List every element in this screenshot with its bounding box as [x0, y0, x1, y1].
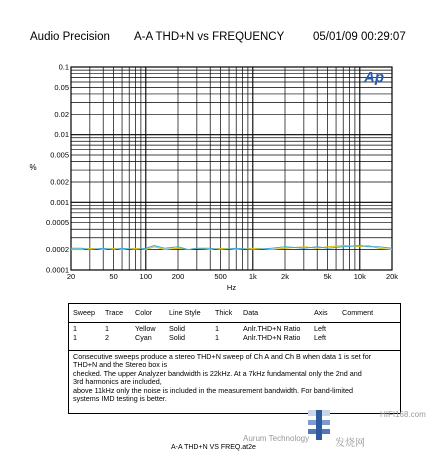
y-axis-label: %: [29, 163, 37, 172]
legend-note-line: checked. The upper Analyzer bandwidth is 22kHz. At a 7kHz fundamental only the 2nd and: [73, 368, 362, 378]
legend-header-cell: Thick: [215, 308, 233, 317]
x-tick-label: 200: [171, 272, 185, 281]
legend-cell: 1: [215, 324, 219, 333]
watermark-logo-icon: [306, 408, 332, 442]
y-tick-label: 0.05: [54, 82, 69, 92]
legend-header-cell: Line Style: [169, 308, 201, 317]
legend-header-cell: Comment: [342, 308, 374, 317]
legend-note-line: above 11kHz only the noise is included in the measurement bandwidth. For band-limited: [73, 385, 353, 395]
legend-cell: 1: [215, 333, 219, 342]
watermark-text: 发烧网: [335, 438, 365, 449]
watermark-site: HIFI168.com: [380, 410, 426, 419]
header-chart-title: A-A THD+N vs FREQUENCY: [134, 31, 285, 43]
x-tick-label: 1k: [248, 272, 257, 281]
y-tick-label: 0.01: [54, 130, 69, 140]
legend-divider: [69, 322, 400, 323]
legend-panel: [68, 303, 401, 414]
y-tick-label: 0.001: [50, 197, 69, 207]
legend-cell: Solid: [169, 324, 185, 333]
legend-header-cell: Axis: [314, 308, 328, 317]
legend-cell: Yellow: [135, 324, 156, 333]
x-tick-label: 100: [139, 272, 153, 281]
legend-header-cell: Sweep: [73, 308, 95, 317]
x-tick-label: 5k: [323, 272, 332, 281]
legend-cell: Left: [314, 324, 326, 333]
legend-cell: Cyan: [135, 333, 152, 342]
legend-header-cell: Data: [243, 308, 259, 317]
legend-note-line: 3rd harmonics are included,: [73, 377, 162, 387]
y-tick-label: 0.02: [54, 109, 69, 119]
x-tick-label: 20: [66, 272, 76, 281]
file-name-footer: A-A THD+N VS FREQ.at2e: [171, 444, 256, 451]
y-tick-label: 0.0001: [46, 265, 69, 275]
plot-area: [71, 67, 392, 270]
legend-cell: 1: [73, 324, 77, 333]
x-tick-label: 20k: [385, 272, 399, 281]
x-tick-label: 500: [214, 272, 227, 281]
legend-note-line: systems IMD testing is better.: [73, 394, 167, 404]
legend-divider: [69, 350, 400, 351]
legend-header-cell: Trace: [105, 308, 124, 317]
legend-header-cell: Color: [135, 308, 153, 317]
y-tick-label: 0.1: [58, 62, 69, 72]
header-app-name: Audio Precision: [30, 31, 110, 43]
x-tick-label: 10k: [353, 272, 366, 281]
y-tick-label: 0.002: [50, 177, 69, 187]
watermark-brand: Aurum Technology: [243, 434, 310, 443]
y-tick-label: 0.005: [50, 150, 69, 160]
legend-cell: Anlr.THD+N Ratio: [243, 333, 301, 342]
y-tick-label: 0.0005: [46, 218, 69, 228]
ap-logo: Ap: [364, 69, 384, 86]
legend-cell: Anlr.THD+N Ratio: [243, 324, 301, 333]
legend-cell: 2: [105, 333, 109, 342]
legend-cell: 1: [105, 324, 109, 333]
legend-cell: 1: [73, 333, 77, 342]
legend-notes: [73, 353, 399, 403]
x-axis-label: Hz: [226, 283, 237, 292]
x-tick-label: 2k: [281, 272, 289, 281]
legend-note-line: THD+N and the Stereo box is: [73, 360, 168, 370]
header-timestamp: 05/01/09 00:29:07: [313, 31, 406, 43]
legend-note-line: Consecutive sweeps produce a stereo THD+N sweep of Ch A and Ch B when data 1 is set for: [73, 352, 372, 361]
legend-cell: Solid: [169, 333, 185, 342]
legend-cell: Left: [314, 333, 326, 342]
y-tick-label: 0.0002: [46, 245, 69, 255]
x-tick-label: 50: [109, 272, 118, 281]
